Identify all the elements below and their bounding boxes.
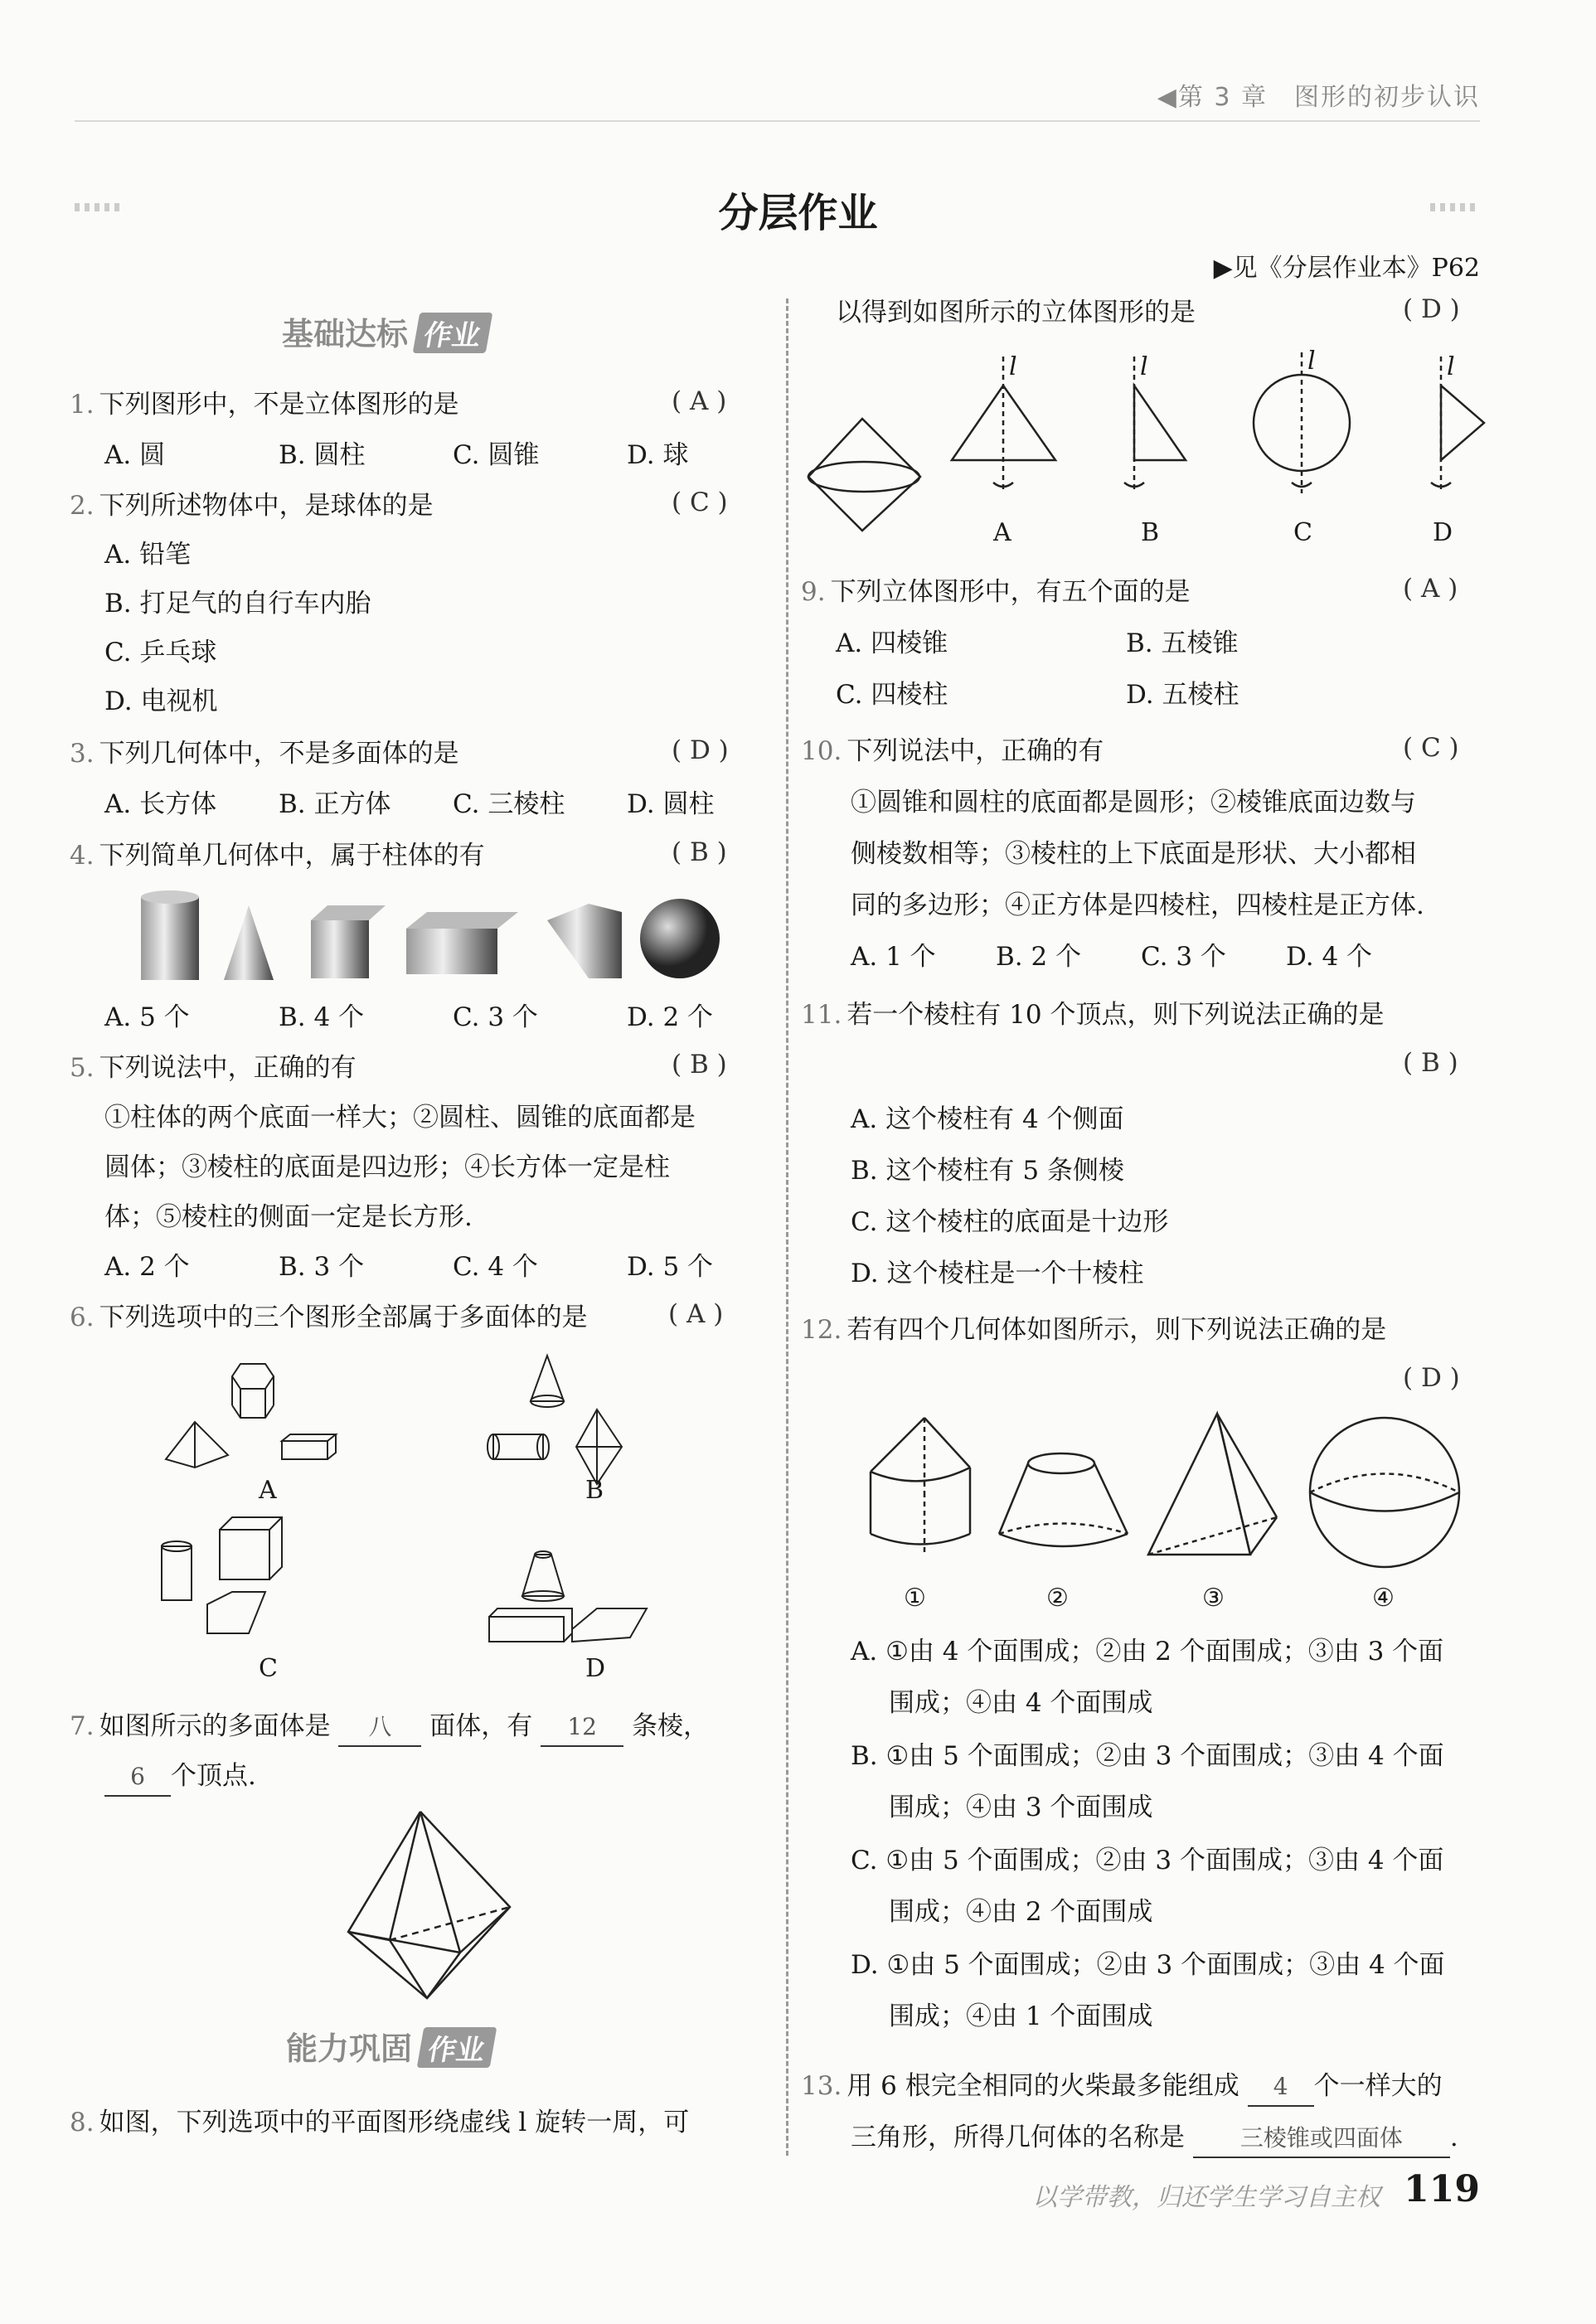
q12-solid-1 bbox=[871, 1418, 970, 1555]
page-title: 分层作业 bbox=[718, 190, 878, 236]
q4-option-a: A. 5 个 bbox=[104, 1002, 190, 1032]
q8-stem bbox=[70, 2104, 689, 2141]
q13-blank-count: 4 bbox=[1248, 2069, 1314, 2107]
q9-option-c: C. 四棱柱 bbox=[836, 680, 948, 710]
q9-text: 下列立体图形中，有五个面的是 bbox=[830, 577, 1191, 607]
q8-answer: ( D ) bbox=[1403, 294, 1460, 324]
q12-option-b-1: B. ①由 5 个面围成；②由 3 个面围成；③由 4 个面 bbox=[851, 1741, 1444, 1771]
column-divider bbox=[786, 298, 788, 2156]
q5-line-1: ①柱体的两个底面一样大；②圆柱、圆锥的底面都是 bbox=[104, 1103, 696, 1133]
q7-text-1: 如图所示的多面体是 bbox=[99, 1711, 331, 1741]
q6-number: 6. bbox=[70, 1303, 95, 1332]
q3-option-c: C. 三棱柱 bbox=[453, 789, 565, 819]
q12-solid-3-tetrahedron bbox=[1148, 1414, 1277, 1555]
q2-stem bbox=[70, 488, 434, 524]
q11-stem bbox=[801, 997, 1384, 1033]
header-divider bbox=[75, 120, 1480, 122]
q4-option-d: D. 2 个 bbox=[627, 1002, 714, 1032]
q6-group-b bbox=[488, 1356, 622, 1484]
q12-number: 12. bbox=[801, 1315, 842, 1345]
q6-text: 下列选项中的三个图形全部属于多面体的是 bbox=[99, 1303, 588, 1332]
q11-option-b: B. 这个棱柱有 5 条侧棱 bbox=[851, 1156, 1124, 1186]
q8-number: 8. bbox=[70, 2108, 95, 2137]
q6-label-b: B bbox=[585, 1476, 604, 1505]
q10-text: 下列说法中，正确的有 bbox=[847, 736, 1104, 766]
q7-text-3: 条棱， bbox=[632, 1711, 710, 1741]
q8-figure bbox=[804, 348, 1492, 531]
q12-label-3: ③ bbox=[1202, 1584, 1225, 1613]
section-advance-label: 能力巩固 bbox=[286, 2030, 413, 2067]
q12-option-d-2: 围成；④由 1 个面围成 bbox=[889, 2001, 1153, 2031]
q8-axis-label-c: l bbox=[1307, 347, 1316, 376]
q12-option-d-1: D. ①由 5 个面围成；②由 3 个面围成；③由 4 个面 bbox=[851, 1950, 1445, 1980]
q13-text-2: 个一样大的 bbox=[1313, 2071, 1443, 2101]
q2-option-b: B. 打足气的自行车内胎 bbox=[104, 589, 371, 619]
q3-answer: ( D ) bbox=[672, 735, 729, 765]
q10-line-3: 同的多边形；④正方体是四棱柱，四棱柱是正方体. bbox=[851, 890, 1424, 920]
q9-option-a: A. 四棱锥 bbox=[836, 628, 948, 658]
q8-option-c-shape bbox=[1254, 352, 1350, 493]
q8-label-b: B bbox=[1141, 518, 1160, 547]
q12-option-a-1: A. ①由 4 个面围成；②由 2 个面围成；③由 3 个面 bbox=[851, 1637, 1444, 1667]
q9-answer: ( A ) bbox=[1403, 574, 1458, 604]
q4-option-b: B. 4 个 bbox=[279, 1002, 365, 1032]
q8-option-d-shape bbox=[1431, 357, 1484, 493]
cube-top bbox=[311, 905, 386, 920]
section-basic-tag: 作业 bbox=[413, 313, 493, 353]
q8-label-a: A bbox=[993, 518, 1011, 547]
q6-group-c bbox=[162, 1517, 282, 1633]
q3-number: 3. bbox=[70, 739, 95, 769]
q13-text-3: 三角形，所得几何体的名称是 bbox=[851, 2123, 1185, 2152]
box-photo bbox=[406, 929, 497, 974]
q9-stem bbox=[801, 574, 1191, 610]
q12-solid-2-frustum bbox=[999, 1453, 1128, 1546]
q8-option-a-shape bbox=[952, 357, 1055, 493]
q7-blank-faces: 八 bbox=[338, 1709, 421, 1747]
q6-figure bbox=[158, 1351, 688, 1658]
q10-option-a: A. 1 个 bbox=[851, 942, 936, 972]
q3-option-d: D. 圆柱 bbox=[627, 789, 715, 819]
q11-number: 11. bbox=[801, 1000, 842, 1030]
q5-stem bbox=[70, 1050, 357, 1086]
q6-group-a bbox=[166, 1364, 336, 1468]
q10-option-d: D. 4 个 bbox=[1286, 942, 1373, 972]
q8-label-c: C bbox=[1293, 518, 1312, 547]
q5-line-2: 圆体；③棱柱的底面是四边形；④长方体一定是柱 bbox=[104, 1152, 670, 1182]
q4-solids-figure bbox=[124, 887, 738, 987]
chapter-header: ◀第 3 章 图形的初步认识 bbox=[1157, 83, 1480, 112]
q12-text: 若有四个几何体如图所示，则下列说法正确的是 bbox=[847, 1315, 1387, 1345]
q8-double-cone bbox=[808, 419, 920, 531]
q10-line-1: ①圆锥和圆柱的底面都是圆形；②棱锥底面边数与 bbox=[851, 788, 1416, 818]
q13-blank-name: 三棱锥或四面体 bbox=[1193, 2120, 1450, 2158]
q10-option-c: C. 3 个 bbox=[1141, 942, 1226, 972]
q12-option-b-2: 围成；④由 3 个面围成 bbox=[889, 1793, 1153, 1822]
q9-option-b: B. 五棱锥 bbox=[1126, 628, 1239, 658]
q3-text: 下列几何体中，不是多面体的是 bbox=[99, 739, 459, 769]
q12-label-1: ① bbox=[904, 1584, 926, 1613]
q11-option-a: A. 这个棱柱有 4 个侧面 bbox=[851, 1104, 1124, 1134]
q5-text: 下列说法中，正确的有 bbox=[99, 1053, 357, 1083]
q7-number: 7. bbox=[70, 1711, 95, 1741]
q5-options bbox=[104, 1249, 713, 1285]
q5-option-c: C. 4 个 bbox=[453, 1252, 538, 1282]
q3-option-a: A. 长方体 bbox=[104, 789, 217, 819]
q8-text: 如图，下列选项中的平面图形绕虚线 l 旋转一周，可 bbox=[99, 2108, 690, 2137]
q10-options bbox=[851, 939, 1372, 975]
q7-octahedron-figure bbox=[344, 1807, 518, 2006]
q3-stem bbox=[70, 735, 459, 772]
q9-option-d: D. 五棱柱 bbox=[1126, 680, 1239, 710]
q4-answer: ( B ) bbox=[672, 837, 727, 867]
q6-label-d: D bbox=[585, 1654, 606, 1683]
footer-slogan: 以学带教，归还学生学习自主权 bbox=[1032, 2183, 1380, 2212]
q9-number: 9. bbox=[801, 577, 826, 607]
q6-group-d bbox=[489, 1551, 647, 1642]
q12-option-a-2: 围成；④由 4 个面围成 bbox=[889, 1688, 1153, 1718]
q2-answer: ( C ) bbox=[672, 488, 728, 517]
q1-option-a: A. 圆 bbox=[104, 440, 166, 470]
q8-axis-label-d: l bbox=[1447, 352, 1455, 381]
section-advance bbox=[286, 2023, 493, 2069]
q13-text-4: . bbox=[1449, 2123, 1458, 2152]
q10-answer: ( C ) bbox=[1403, 733, 1459, 763]
q7-stem bbox=[70, 1708, 709, 1747]
q10-stem bbox=[801, 733, 1104, 769]
q5-option-a: A. 2 个 bbox=[104, 1252, 190, 1282]
q13-text-1: 用 6 根完全相同的火柴最多能组成 bbox=[847, 2071, 1239, 2101]
q1-stem bbox=[70, 386, 459, 423]
q1-option-b: B. 圆柱 bbox=[279, 440, 366, 470]
q5-option-d: D. 5 个 bbox=[627, 1252, 714, 1282]
q8-stem-2: 以得到如图所示的立体图形的是 bbox=[836, 298, 1196, 327]
q8-label-d: D bbox=[1433, 518, 1453, 547]
q1-option-d: D. 球 bbox=[627, 440, 689, 470]
q4-number: 4. bbox=[70, 841, 95, 871]
q5-line-3: 体；⑤棱柱的侧面一定是长方形. bbox=[104, 1202, 473, 1232]
q8-option-b-shape bbox=[1124, 357, 1186, 493]
q8-axis-label-b: l bbox=[1140, 352, 1148, 381]
q10-number: 10. bbox=[801, 736, 842, 766]
q2-option-a: A. 铅笔 bbox=[104, 540, 192, 570]
q12-answer: ( D ) bbox=[1403, 1363, 1460, 1393]
q1-text: 下列图形中，不是立体图形的是 bbox=[99, 390, 459, 420]
q2-option-d: D. 电视机 bbox=[104, 687, 218, 716]
q12-option-c-1: C. ①由 5 个面围成；②由 3 个面围成；③由 4 个面 bbox=[851, 1846, 1444, 1875]
q7-text-4: 个顶点. bbox=[171, 1761, 256, 1791]
sphere-photo bbox=[640, 899, 720, 978]
q4-text: 下列简单几何体中，属于柱体的有 bbox=[99, 841, 485, 871]
q3-option-b: B. 正方体 bbox=[279, 789, 391, 819]
q5-option-b: B. 3 个 bbox=[279, 1252, 365, 1282]
q12-figure bbox=[862, 1409, 1492, 1592]
page-number: 119 bbox=[1404, 2168, 1480, 2210]
q7-blank-edges: 12 bbox=[541, 1709, 623, 1747]
section-advance-tag: 作业 bbox=[417, 2027, 497, 2068]
cone-photo bbox=[224, 905, 274, 980]
q13-number: 13. bbox=[801, 2071, 842, 2101]
q4-option-c: C. 3 个 bbox=[453, 1002, 538, 1032]
q1-number: 1. bbox=[70, 390, 95, 420]
q1-option-c: C. 圆锥 bbox=[453, 440, 540, 470]
q6-answer: ( A ) bbox=[668, 1299, 724, 1329]
q2-option-c: C. 乒乓球 bbox=[104, 638, 217, 667]
q4-stem bbox=[70, 837, 485, 874]
prism-photo bbox=[547, 904, 622, 978]
q8-axis-label-a: l bbox=[1009, 352, 1017, 381]
q13-stem-2 bbox=[851, 2119, 1458, 2158]
q6-label-a: A bbox=[259, 1476, 277, 1505]
q12-label-4: ④ bbox=[1372, 1584, 1395, 1613]
section-basic bbox=[282, 308, 489, 354]
cylinder-photo bbox=[141, 897, 199, 980]
q11-text: 若一个棱柱有 10 个顶点，则下列说法正确的是 bbox=[847, 1000, 1385, 1030]
q7-blank-vertices: 6 bbox=[104, 1759, 171, 1797]
q11-option-d: D. 这个棱柱是一个十棱柱 bbox=[851, 1259, 1144, 1288]
q5-answer: ( B ) bbox=[672, 1050, 727, 1080]
q12-solid-4-sphere bbox=[1310, 1418, 1459, 1567]
q6-stem bbox=[70, 1299, 588, 1336]
q10-line-2: 侧棱数相等；③棱柱的上下底面是形状、大小都相 bbox=[851, 839, 1416, 869]
q5-number: 5. bbox=[70, 1053, 95, 1083]
cube-photo bbox=[311, 920, 369, 978]
cylinder-top bbox=[141, 890, 199, 904]
q12-label-2: ② bbox=[1046, 1584, 1069, 1613]
q12-option-c-2: 围成；④由 2 个面围成 bbox=[889, 1897, 1153, 1927]
q7-text-2: 面体，有 bbox=[429, 1711, 533, 1741]
reference-note: ▶见《分层作业本》P62 bbox=[1213, 254, 1480, 283]
box-top bbox=[406, 912, 518, 929]
q6-label-c: C bbox=[259, 1654, 278, 1683]
q12-stem bbox=[801, 1312, 1386, 1348]
q11-option-c: C. 这个棱柱的底面是十边形 bbox=[851, 1207, 1169, 1237]
q1-options bbox=[104, 437, 688, 473]
q2-text: 下列所述物体中，是球体的是 bbox=[99, 491, 434, 521]
q13-stem bbox=[801, 2068, 1443, 2107]
q2-number: 2. bbox=[70, 491, 95, 521]
q1-answer: ( A ) bbox=[672, 386, 727, 416]
q7-stem-2 bbox=[104, 1758, 256, 1797]
q11-answer: ( B ) bbox=[1403, 1048, 1458, 1078]
section-basic-label: 基础达标 bbox=[282, 316, 409, 352]
q4-options bbox=[104, 999, 713, 1036]
q3-options bbox=[104, 786, 714, 822]
q10-option-b: B. 2 个 bbox=[996, 942, 1082, 972]
